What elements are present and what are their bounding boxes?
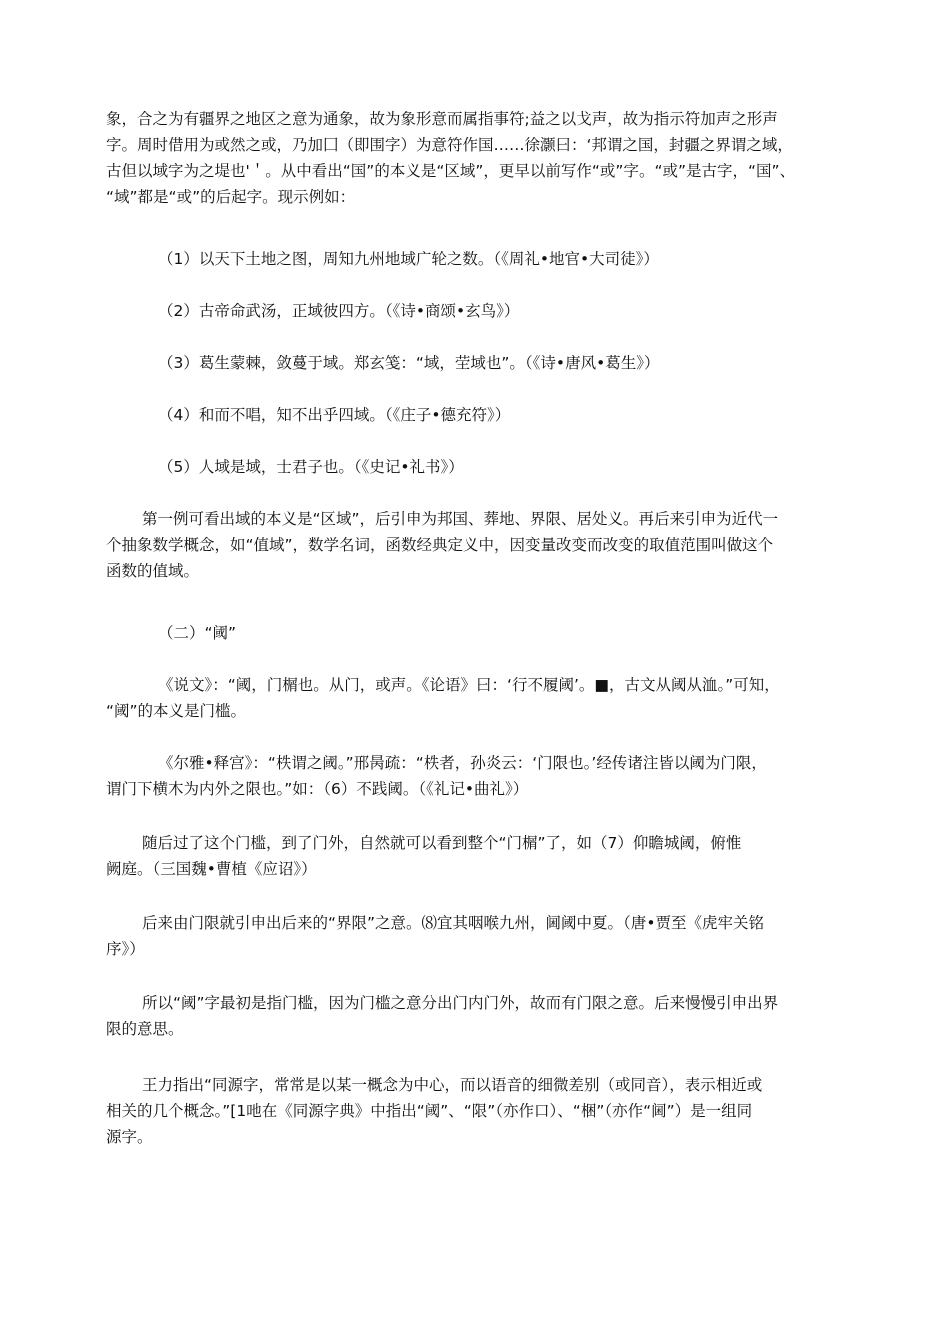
text-line: 古但以域字为之堤也'＇。从中看出“国”的本义是“区域”，更早以前写作“或”字。“或”是古字，“国”、 <box>106 162 796 180</box>
text-line: 后来由门限就引申出后来的“界限”之意。⑻宜其咽喉九州，阃阈中夏。（唐•贾至《虎牢关铭 <box>142 914 764 932</box>
text-line: 函数的值域。 <box>106 562 200 580</box>
paragraph-jiexian <box>106 910 846 962</box>
text-line: 所以“阈”字最初是指门槛，因为门槛之意分出门内门外，故而有门限之意。后来慢慢引申出界 <box>142 994 779 1012</box>
example-4 <box>158 402 898 428</box>
text-line: （二）“阈” <box>158 624 237 642</box>
text-line: 《尔雅•释宫》：“柣谓之阈。”邢昺疏：“柣者，孙炎云：‘门限也。’经传诸注皆以阈为门限， <box>158 754 767 772</box>
paragraph-guo-etymology <box>106 106 846 210</box>
text-line: “域”都是“或”的后起字。现示例如： <box>106 188 356 206</box>
text-line: 相关的几个概念。”[1吔在《同源字典》中指出“阈”、“限”（亦作口）、“梱”（亦作“阃”）是一组同 <box>106 1102 753 1120</box>
example-3 <box>158 350 898 376</box>
text-line: 象，合之为有疆界之地区之意为通象，故为象形意而属指事符;益之以戈声，故为指示符加声之形声 <box>106 110 778 128</box>
text-line: 《说文》：“阈，门榍也。从门，或声。《论语》曰：‘行不履阈’。■，古文从阈从洫。”可知， <box>158 676 780 694</box>
section-heading-yu <box>158 620 898 646</box>
example-5 <box>158 454 898 480</box>
text-line: （3）葛生蒙棘，敛蔓于域。郑玄笺：“域，茔域也”。（《诗•唐风•葛生》） <box>158 354 660 372</box>
text-line: 序》） <box>106 940 145 958</box>
text-line: 源字。 <box>106 1128 153 1146</box>
text-line: 字。周时借用为或然之或，乃加囗（即围字）为意符作国……徐灏曰：‘邦谓之国，封疆之界谓之域， <box>106 136 793 154</box>
text-line: “阈”的本义是门槛。 <box>106 702 247 720</box>
example-1 <box>158 246 898 272</box>
text-line: 谓门下横木为内外之限也。”如：（6）不践阈。（《礼记•曲礼》） <box>106 780 529 798</box>
text-line: 个抽象数学概念，如“值域”，数学名词，函数经典定义中，因变量改变而改变的取值范围叫做这个 <box>106 536 774 554</box>
text-line: （4）和而不唱，知不出乎四域。（《庄子•德充符》） <box>158 406 511 424</box>
text-line: （5）人域是域，士君子也。（《史记•礼书》） <box>158 458 464 476</box>
paragraph-wangli <box>106 1072 846 1150</box>
text-line: 随后过了这个门槛，到了门外，自然就可以看到整个“门榍”了，如（7）仰瞻城阈，俯惟 <box>142 834 742 852</box>
text-line: 限的意思。 <box>106 1020 184 1038</box>
paragraph-yu-meaning <box>106 506 846 584</box>
text-line: 阙庭。（三国魏•曹植《应诏》） <box>106 860 317 878</box>
text-line: （1）以天下土地之图，周知九州地域广轮之数。（《周礼•地官•大司徒》） <box>158 250 659 268</box>
paragraph-erya <box>106 750 846 802</box>
paragraph-shuowen <box>106 672 846 724</box>
paragraph-conclusion <box>106 990 846 1042</box>
text-line: 第一例可看出域的本义是“区域”，后引申为邦国、葬地、界限、居处义。再后来引申为近代一 <box>142 510 779 528</box>
example-2 <box>158 298 898 324</box>
paragraph-menxie <box>106 830 846 882</box>
text-line: 王力指出“同源字，常常是以某一概念为中心，而以语音的细微差别（或同音），表示相近或 <box>142 1076 763 1094</box>
text-line: （2）古帝命武汤，正域彼四方。（《诗•商颂•玄鸟》） <box>158 302 520 320</box>
